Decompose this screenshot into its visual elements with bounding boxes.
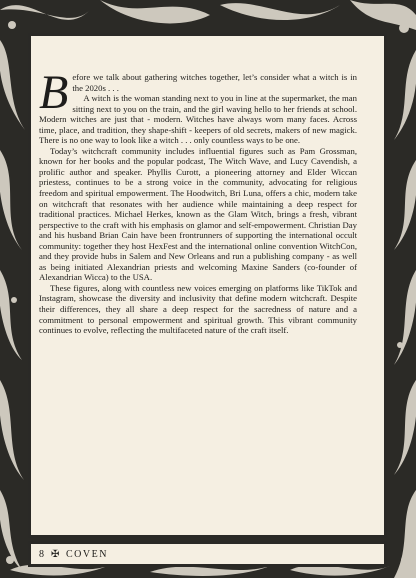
running-title: COVEN: [66, 549, 108, 560]
paragraph: A witch is the woman standing next to you in line at the supermarket, the man sitting next to you on the train, and the girl waving hello to her friends at school. Modern witches are just that - modern. Witches have always worn many faces. Across time, place, and tradition, they shape-shift - keepers of old secrets, makers of new magick. There is no one way to look like a witch . . . only countless ways to be one.: [39, 93, 357, 146]
paragraph: Today’s witchcraft community includes influential figures such as Pam Grossman, known for her books and the popular podcast, The Witch Wave, and Lucy Cavendish, a prolific author and speaker. Phyllis Curott, a pioneering attorney and Elder Wiccan priestess, continues to be a strong voice in the community, advocating for religious freedom and spiritual empowerment. The Hoodwitch, Bri Luna, offers a chic, modern take on witchcraft that resonates with her audience while maintaining a deep respect for traditional practices. Michael Herkes, known as the Glam Witch, brings a fresh, vibrant perspective to the craft with his emphasis on glamor and self-empowerment. Christian Day and his husband Brian Cain have been frontrunners of supporting the international occult community: together they host HexFest and the international online convention WitchCon, and they provide hubs in Salem and New Orleans and run a publishing company - as well as being initiated Alexandrian priests and welcoming Maxine Sanders (co-founder of Alexandrian Wicca) to the USA.: [39, 145, 357, 283]
paragraph: These figures, along with countless new voices emerging on platforms like TikTok and Instagram, showcase the diversity and inclusivity that define modern witchcraft. Despite their differences, they all share a deep respect for the sacredness of nature and a commitment to personal empowerment and spiritual growth. This vibrant community continues to evolve, reflecting the multifaceted nature of the craft itself.: [39, 282, 357, 336]
body-text: [39, 66, 357, 336]
page-number: 8: [39, 549, 45, 560]
text-panel: [28, 33, 387, 538]
opening-paragraph-text: efore we talk about gathering witches together, let’s consider what a witch is in the 2020s . . .: [72, 72, 357, 93]
cross-ornament-icon: ✠: [51, 549, 60, 560]
page-footer: [28, 541, 387, 567]
drop-cap: B: [39, 66, 69, 119]
opening-paragraph: [39, 66, 357, 119]
